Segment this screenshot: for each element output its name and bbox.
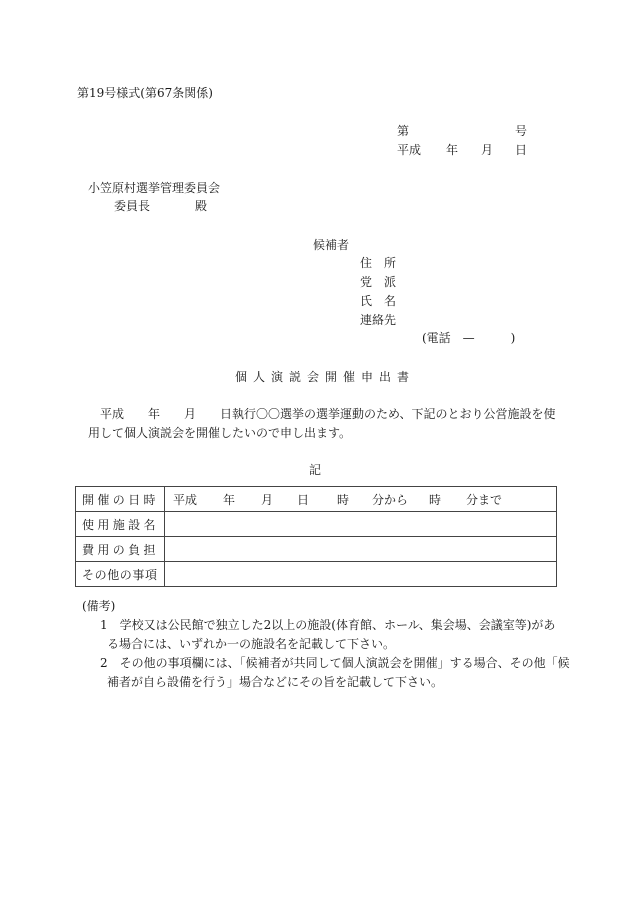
table-row xyxy=(76,512,557,537)
candidate-name-label: 氏 名 xyxy=(360,294,397,308)
ki-label: 記 xyxy=(309,463,322,477)
form-number: 第19号様式(第67条関係) xyxy=(77,86,213,100)
candidate-phone: (電話 — ) xyxy=(422,331,516,345)
table-row xyxy=(76,562,557,587)
body-line-1: 平成 年 月 日執行〇〇選挙の選挙運動のため、下記のとおり公営施設を使 xyxy=(100,407,556,421)
addressee-committee: 小笠原村選挙管理委員会 xyxy=(88,181,221,195)
candidate-address-label: 住 所 xyxy=(360,256,397,270)
body-line-2: 用して個人演説会を開催したいので申し出ます。 xyxy=(88,426,352,440)
other-cell[interactable] xyxy=(165,562,557,587)
dt-minute-from: 分から xyxy=(372,492,409,507)
dt-month: 月 xyxy=(261,492,274,507)
datetime-cell[interactable] xyxy=(165,487,557,512)
table-row xyxy=(76,487,557,512)
dt-minute-to: 分まで xyxy=(466,492,503,507)
date-day-unit: 日 xyxy=(515,143,528,157)
date-era: 平成 xyxy=(397,143,422,157)
facility-cell[interactable] xyxy=(165,512,557,537)
note-1-line-2: る場合には、いずれか一の施設名を記載して下さい。 xyxy=(107,637,396,651)
datetime-line xyxy=(173,491,556,508)
candidate-heading: 候補者 xyxy=(313,238,350,252)
row-label-facility: 使用施設名 xyxy=(76,512,165,537)
note-2-line-1: 2 その他の事項欄には、「候補者が共同して個人演説会を開催」する場合、その他「候 xyxy=(100,656,570,670)
addressee-honorific: 殿 xyxy=(195,199,208,213)
notes-heading: (備考) xyxy=(82,599,116,613)
candidate-party-label: 党 派 xyxy=(360,275,397,289)
dt-year: 年 xyxy=(223,492,236,507)
dt-era: 平成 xyxy=(173,492,198,507)
request-table xyxy=(75,486,557,587)
note-2-line-2: 補者が自ら設備を行う」場合などにその旨を記載して下さい。 xyxy=(107,675,444,689)
document-title: 個人演説会開催申出書 xyxy=(235,370,416,384)
number-prefix: 第 xyxy=(397,124,410,138)
date-year-unit: 年 xyxy=(446,143,459,157)
cost-cell[interactable] xyxy=(165,537,557,562)
number-suffix: 号 xyxy=(515,124,528,138)
note-1-line-1: 1 学校又は公民館で独立した2以上の施設(体育館、ホール、集会場、会議室等)があ xyxy=(100,618,556,632)
dt-day: 日 xyxy=(297,492,310,507)
addressee-chair: 委員長 xyxy=(114,199,151,213)
date-month-unit: 月 xyxy=(481,143,494,157)
dt-hour-to: 時 xyxy=(429,492,442,507)
row-label-cost: 費用の負担 xyxy=(76,537,165,562)
row-label-other: その他の事項 xyxy=(76,562,165,587)
dt-hour: 時 xyxy=(337,492,350,507)
table-row xyxy=(76,537,557,562)
candidate-contact-label: 連絡先 xyxy=(360,313,397,327)
row-label-datetime: 開催の日時 xyxy=(76,487,165,512)
